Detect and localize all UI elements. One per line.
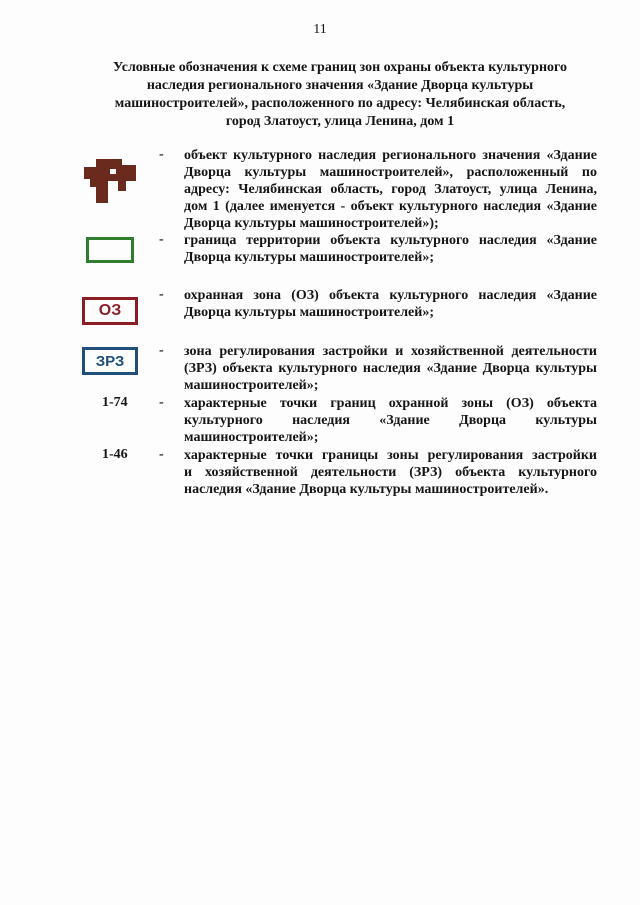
zrz-symbol (75, 341, 145, 381)
desc-line: адресу: Челябинская область, город Златоуст, улица Ленина, (184, 182, 597, 197)
point-code: 1-74 (102, 395, 128, 410)
desc-line: Дворца культуры машиностроителей», расположенный по (184, 165, 597, 180)
desc-line: культурного наследия «Здание Дворца культуры (184, 413, 597, 428)
desc-line: Дворца культуры машиностроителей»; (184, 305, 434, 320)
zrz-frame-icon (82, 347, 138, 375)
legend-description (184, 287, 597, 321)
oz-symbol (75, 291, 145, 331)
desc-line: охранная зона (ОЗ) объекта культурного наследия «Здание (184, 288, 597, 303)
desc-line: зона регулирования застройки и хозяйственной деятельности (184, 344, 597, 359)
desc-line: граница территории объекта культурного наследия «Здание (184, 233, 597, 248)
green-frame-icon (86, 237, 134, 263)
legend-description (184, 343, 597, 394)
heading-line: город Златоуст, улица Ленина, дом 1 (225, 114, 455, 129)
desc-line: наследия «Здание Дворца культуры машиностроителей». (184, 482, 549, 497)
legend-description (184, 147, 597, 232)
legend-description (184, 395, 597, 446)
desc-line: и хозяйственной деятельности (ЗРЗ) объекта культурного (184, 465, 597, 480)
oz-frame-icon (82, 297, 138, 325)
point-code: 1-46 (102, 447, 128, 462)
desc-line: дом 1 (далее именуется - объект культурного наследия «Здание (184, 199, 597, 214)
desc-line: Дворца культуры машиностроителей»); (184, 216, 439, 231)
desc-line: Дворца культуры машиностроителей»; (184, 250, 434, 265)
building-symbol-icon (75, 153, 145, 209)
territory-boundary-symbol (75, 230, 145, 270)
legend-dash: - (159, 147, 164, 162)
legend-dash: - (159, 343, 164, 358)
heading-line: машиностроителей», расположенного по адресу: Челябинская область, (114, 96, 566, 111)
heading-line: наследия регионального значения «Здание Дворца культуры (146, 78, 534, 93)
desc-line: (ЗРЗ) объекта культурного наследия «Здание Дворца культуры (184, 361, 597, 376)
legend-heading (95, 59, 585, 131)
desc-line: характерные точки границы зоны регулирования застройки (184, 448, 597, 463)
legend-description (184, 232, 597, 266)
legend-description (184, 447, 597, 498)
desc-line: машиностроителей»; (184, 378, 319, 393)
heading-line: Условные обозначения к схеме границ зон охраны объекта культурного (112, 60, 568, 75)
desc-line: машиностроителей»; (184, 430, 319, 445)
page-number: 11 (313, 22, 327, 37)
zrz-label: ЗРЗ (95, 352, 125, 370)
desc-line: объект культурного наследия регионального значения «Здание (184, 148, 597, 163)
desc-line: характерные точки границ охранной зоны (ОЗ) объекта (184, 396, 597, 411)
legend-dash: - (159, 232, 164, 247)
legend-dash: - (159, 395, 164, 410)
legend-dash: - (159, 287, 164, 302)
legend-dash: - (159, 447, 164, 462)
oz-label: ОЗ (98, 302, 122, 319)
